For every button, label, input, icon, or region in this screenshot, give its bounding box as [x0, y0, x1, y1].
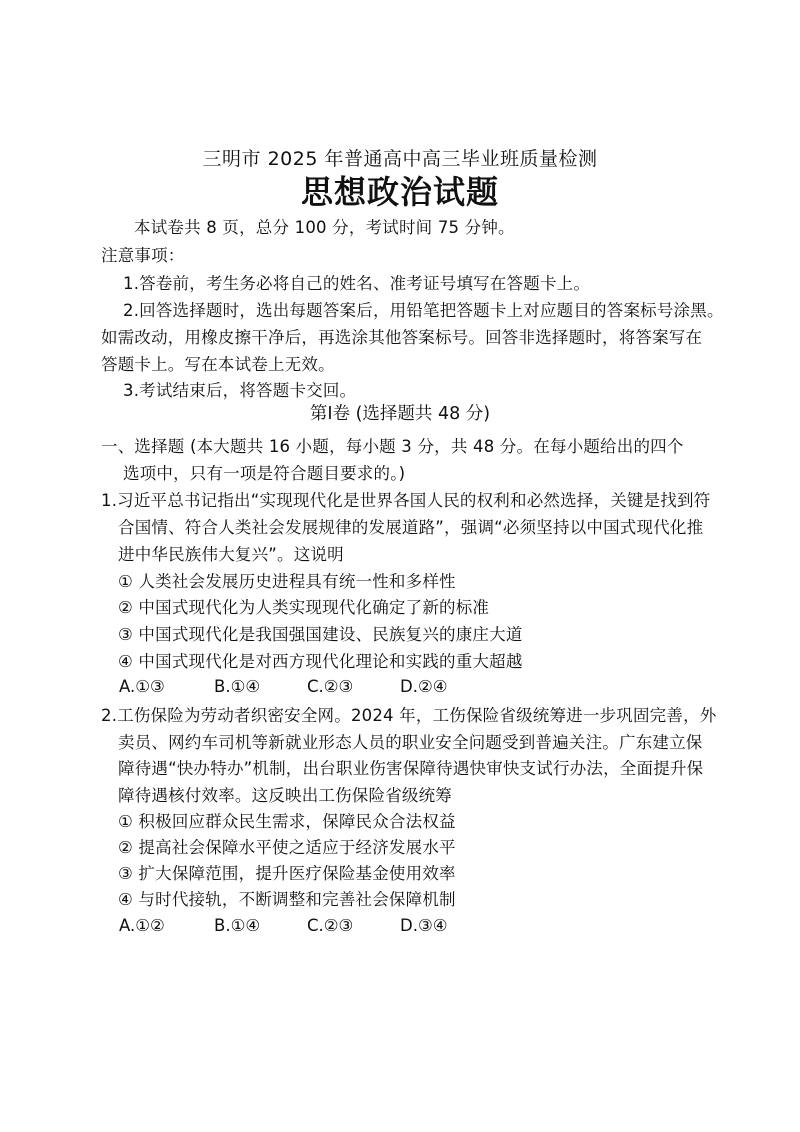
question-1-answer-c: C.②③: [307, 677, 354, 696]
question-2-option-3: ③ 扩大保障范围，提升医疗保险基金使用效率: [118, 864, 456, 883]
question-2-answer-b: B.①④: [214, 916, 261, 935]
section-instructions-line-1: 一、选择题 (本大题共 16 小题，每小题 3 分，共 48 分。在每小题给出的四个: [101, 437, 684, 456]
intro-text: 本试卷共 8 页，总分 100 分，考试时间 75 分钟。: [134, 218, 515, 237]
question-1-stem-line-3: 进中华民族伟大复兴”。这说明: [118, 545, 344, 564]
question-2-answer-a: A.①②: [119, 916, 165, 935]
notice-item-3: 3.考试结束后，将答题卡交回。: [123, 381, 357, 400]
question-1-answer-a: A.①③: [119, 677, 165, 696]
question-2-stem-line-1: 2.工伤保险为劳动者织密安全网。2024 年，工伤保险省级统筹进一步巩固完善，外: [101, 706, 717, 725]
exam-title: 思想政治试题: [300, 173, 499, 211]
exam-subtitle: 三明市 2025 年普通高中高三毕业班质量检测: [202, 148, 598, 170]
question-2-stem-line-4: 障待遇核付效率。这反映出工伤保险省级统筹: [118, 786, 452, 805]
question-2-option-2: ② 提高社会保障水平使之适应于经济发展水平: [118, 838, 456, 857]
section-title: 第Ⅰ卷 (选择题共 48 分): [309, 404, 491, 424]
question-1-stem-line-2: 合国情、符合人类社会发展规律的发展道路”，强调“必须坚持以中国式现代化推: [118, 518, 704, 537]
question-1-option-4: ④ 中国式现代化是对西方现代化理论和实践的重大超越: [118, 652, 523, 671]
question-1-answer-b: B.①④: [214, 677, 261, 696]
question-1-answer-d: D.②④: [400, 677, 448, 696]
question-2-option-4: ④ 与时代接轨，不断调整和完善社会保障机制: [118, 890, 456, 909]
question-2-answer-d: D.③④: [400, 916, 448, 935]
question-2-stem-line-2: 卖员、网约车司机等新就业形态人员的职业安全问题受到普遍关注。广东建立保: [118, 733, 703, 752]
question-2-stem-line-3: 障待遇“快办特办”机制，出台职业伤害保障待遇快审快支试行办法，全面提升保: [118, 759, 704, 778]
notice-heading: 注意事项：: [101, 246, 185, 265]
notice-item-2-line-2: 如需改动，用橡皮擦干净后，再选涂其他答案标号。回答非选择题时，将答案写在: [101, 328, 703, 347]
question-2-option-1: ① 积极回应群众民生需求，保障民众合法权益: [118, 812, 456, 831]
question-2-answer-c: C.②③: [307, 916, 354, 935]
question-1-stem-line-1: 1.习近平总书记指出“实现现代化是世界各国人民的权利和必然选择，关键是找到符: [101, 491, 711, 510]
question-1-option-2: ② 中国式现代化为人类实现现代化确定了新的标准: [118, 598, 490, 617]
notice-item-1: 1.答卷前，考生务必将自己的姓名、准考证号填写在答题卡上。: [123, 274, 591, 293]
section-instructions-line-2: 选项中，只有一项是符合题目要求的。): [123, 464, 406, 483]
notice-item-2-line-1: 2.回答选择题时，选出每题答案后，用铅笔把答题卡上对应题目的答案标号涂黑。: [123, 301, 724, 320]
question-1-option-3: ③ 中国式现代化是我国强国建设、民族复兴的康庄大道: [118, 625, 523, 644]
notice-item-2-line-3: 答题卡上。写在本试卷上无效。: [101, 355, 335, 374]
question-1-option-1: ① 人类社会发展历史进程具有统一性和多样性: [118, 572, 456, 591]
